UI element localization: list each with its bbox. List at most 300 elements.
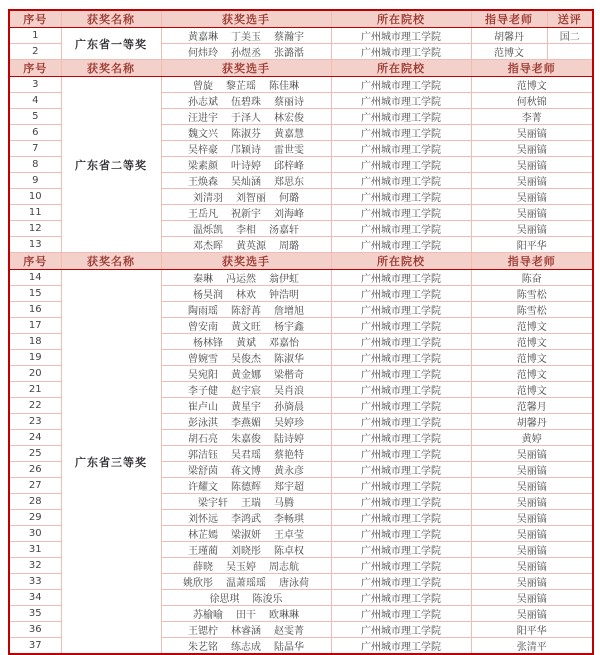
school-cell: 广州城市理工学院 — [331, 606, 471, 622]
row-index-cell: 27 — [9, 478, 61, 494]
winners-cell — [161, 430, 331, 446]
winner-name: 刘怀远 — [188, 514, 218, 525]
winners-cell — [161, 590, 331, 606]
row-index-cell: 35 — [9, 606, 61, 622]
row-index-cell: 24 — [9, 430, 61, 446]
winners-cell — [161, 270, 331, 286]
winner-name: 陶雨瑶 — [188, 306, 218, 317]
winner-name: 王岳凡 — [188, 209, 218, 220]
winner-name: 田干 — [236, 610, 256, 621]
row-index-cell: 6 — [9, 125, 61, 141]
header-cell-advisor: 指导老师 — [471, 60, 593, 77]
header-cell-award: 获奖名称 — [61, 253, 161, 270]
row-index-cell: 26 — [9, 462, 61, 478]
school-cell: 广州城市理工学院 — [331, 622, 471, 638]
winners-cell — [161, 462, 331, 478]
table-row — [9, 77, 593, 93]
winner-name: 梁楷奇 — [274, 370, 304, 381]
row-index-cell: 19 — [9, 350, 61, 366]
winner-name: 钟浩明 — [269, 290, 299, 301]
award-name-cell: 广东省一等奖 — [61, 28, 161, 60]
table-section-header-row — [9, 60, 593, 77]
winner-name: 马腾 — [274, 498, 294, 509]
winners-cell — [161, 93, 331, 109]
winner-name: 魏文兴 — [188, 129, 218, 140]
winners-wrap — [164, 574, 329, 589]
winner-name: 姚欣彤 — [183, 578, 213, 589]
school-cell: 广州城市理工学院 — [331, 157, 471, 173]
winner-name: 丁美玉 — [231, 32, 261, 43]
winners-wrap — [164, 270, 329, 285]
winner-name: 陈浚乐 — [252, 594, 283, 605]
winner-name: 赵雯菁 — [274, 626, 304, 637]
row-index-cell: 20 — [9, 366, 61, 382]
review-cell: 国二 — [547, 28, 593, 44]
winner-name: 杨林锋 — [193, 338, 223, 349]
winners-cell — [161, 350, 331, 366]
row-index-cell: 25 — [9, 446, 61, 462]
winner-name: 黄星宇 — [231, 402, 261, 413]
school-cell: 广州城市理工学院 — [331, 237, 471, 253]
winners-cell — [161, 189, 331, 205]
winner-name: 曾旋 — [193, 81, 213, 92]
school-cell: 广州城市理工学院 — [331, 205, 471, 221]
winners-cell — [161, 44, 331, 60]
winners-cell — [161, 414, 331, 430]
winner-name: 黄嘉慧 — [274, 129, 304, 140]
winner-name: 朱嘉俊 — [231, 434, 261, 445]
winner-name: 刘清羽 — [193, 193, 223, 204]
winners-wrap — [164, 221, 329, 236]
advisor-cell: 黄婷 — [471, 430, 593, 446]
winners-wrap — [164, 334, 329, 349]
winners-cell — [161, 173, 331, 189]
winner-name: 周志航 — [269, 562, 299, 573]
winners-wrap — [164, 157, 329, 172]
header-cell-award: 获奖名称 — [61, 10, 161, 28]
header-cell-school: 所在院校 — [331, 10, 471, 28]
row-index-cell: 33 — [9, 574, 61, 590]
advisor-cell: 何秋锦 — [471, 93, 593, 109]
winners-cell — [161, 366, 331, 382]
advisor-cell: 李菁 — [471, 109, 593, 125]
winner-name: 秦琳 — [193, 274, 213, 285]
advisor-cell: 吴丽镐 — [471, 221, 593, 237]
winners-wrap — [164, 205, 329, 220]
award-results-table — [8, 9, 594, 655]
winners-cell — [161, 318, 331, 334]
winners-wrap — [164, 28, 329, 43]
school-cell: 广州城市理工学院 — [331, 398, 471, 414]
winners-wrap — [164, 526, 329, 541]
row-index-cell: 22 — [9, 398, 61, 414]
winners-cell — [161, 28, 331, 44]
winner-name: 于泽人 — [231, 113, 261, 124]
row-index-cell: 12 — [9, 221, 61, 237]
winners-wrap — [164, 350, 329, 365]
winner-name: 吴君瑶 — [231, 450, 261, 461]
school-cell: 广州城市理工学院 — [331, 189, 471, 205]
winner-name: 苏榆喻 — [193, 610, 223, 621]
school-cell: 广州城市理工学院 — [331, 638, 471, 655]
winner-name: 陈淑芬 — [231, 129, 261, 140]
school-cell: 广州城市理工学院 — [331, 350, 471, 366]
winner-name: 陈舒苒 — [231, 306, 261, 317]
winner-name: 杨宇鑫 — [274, 322, 304, 333]
winner-name: 孙旖晨 — [274, 402, 304, 413]
winner-name: 曾安南 — [188, 322, 218, 333]
winner-name: 林芷嫣 — [188, 530, 218, 541]
row-index-cell: 14 — [9, 270, 61, 286]
row-index-cell: 18 — [9, 334, 61, 350]
advisor-cell: 吴丽镐 — [471, 141, 593, 157]
header-cell-advisor: 指导老师 — [471, 253, 593, 270]
row-index-cell: 9 — [9, 173, 61, 189]
winners-wrap — [164, 462, 329, 477]
winners-cell — [161, 398, 331, 414]
school-cell: 广州城市理工学院 — [331, 462, 471, 478]
row-index-cell: 31 — [9, 542, 61, 558]
winner-name: 李燕媚 — [231, 418, 261, 429]
winner-name: 邓嘉怡 — [269, 338, 299, 349]
row-index-cell: 37 — [9, 638, 61, 655]
advisor-cell: 范博文 — [471, 77, 593, 93]
header-cell-review: 送评 — [547, 10, 593, 28]
winners-cell — [161, 221, 331, 237]
advisor-cell: 范博文 — [471, 318, 593, 334]
row-index-cell: 29 — [9, 510, 61, 526]
school-cell: 广州城市理工学院 — [331, 270, 471, 286]
winner-name: 祝新宇 — [231, 209, 261, 220]
row-index-cell: 30 — [9, 526, 61, 542]
winner-name: 崔卢山 — [188, 402, 218, 413]
winner-name: 梁素颜 — [188, 161, 218, 172]
winner-name: 梁淑妍 — [231, 530, 261, 541]
school-cell: 广州城市理工学院 — [331, 28, 471, 44]
winner-name: 李子健 — [188, 386, 218, 397]
winner-name: 汪进宇 — [188, 113, 218, 124]
winner-name: 吴灿涵 — [231, 177, 261, 188]
winners-cell — [161, 286, 331, 302]
row-index-cell: 4 — [9, 93, 61, 109]
school-cell: 广州城市理工学院 — [331, 125, 471, 141]
header-cell-index: 序号 — [9, 60, 61, 77]
row-index-cell: 32 — [9, 558, 61, 574]
winners-wrap — [164, 510, 329, 525]
winners-cell — [161, 141, 331, 157]
winner-name: 曾婉雪 — [188, 354, 218, 365]
school-cell: 广州城市理工学院 — [331, 318, 471, 334]
winner-name: 吴玉婷 — [226, 562, 256, 573]
winner-name: 何炜玲 — [188, 48, 218, 59]
winner-name: 陈佳琳 — [269, 81, 299, 92]
row-index-cell: 8 — [9, 157, 61, 173]
winners-wrap — [164, 141, 329, 156]
winners-cell — [161, 558, 331, 574]
winner-name: 吴俊杰 — [231, 354, 261, 365]
winners-wrap — [164, 109, 329, 124]
winner-name: 黄英源 — [236, 241, 266, 252]
winner-name: 李畅琪 — [274, 514, 304, 525]
winners-cell — [161, 510, 331, 526]
school-cell: 广州城市理工学院 — [331, 366, 471, 382]
advisor-cell: 吴丽镐 — [471, 205, 593, 221]
school-cell: 广州城市理工学院 — [331, 44, 471, 60]
winner-name: 王瑾蔺 — [188, 546, 218, 557]
advisor-cell: 吴丽镐 — [471, 462, 593, 478]
winner-name: 许耀文 — [188, 482, 218, 493]
winner-name: 李相 — [236, 225, 256, 236]
winner-name: 黄金娜 — [231, 370, 261, 381]
header-cell-advisor: 指导老师 — [471, 10, 547, 28]
header-cell-winners: 获奖选手 — [161, 60, 331, 77]
winners-wrap — [164, 302, 329, 317]
winner-name: 孙煜丞 — [231, 48, 261, 59]
row-index-cell: 21 — [9, 382, 61, 398]
winner-name: 梁宇轩 — [198, 498, 228, 509]
winners-wrap — [164, 366, 329, 381]
winner-name: 黎芷瑶 — [226, 81, 256, 92]
table-row — [9, 28, 593, 44]
winner-name: 赵宇宸 — [231, 386, 261, 397]
school-cell: 广州城市理工学院 — [331, 286, 471, 302]
winners-wrap — [164, 558, 329, 573]
winner-name: 胡石亮 — [188, 434, 218, 445]
winner-name: 刘智丽 — [236, 193, 266, 204]
row-index-cell: 3 — [9, 77, 61, 93]
advisor-cell: 吴丽镐 — [471, 478, 593, 494]
winners-cell — [161, 526, 331, 542]
advisor-cell: 范馨月 — [471, 398, 593, 414]
winner-name: 黄斌 — [236, 338, 256, 349]
school-cell: 广州城市理工学院 — [331, 141, 471, 157]
winner-name: 邝颖诗 — [231, 145, 261, 156]
header-cell-index: 序号 — [9, 253, 61, 270]
winner-name: 蔡瀚宇 — [274, 32, 304, 43]
school-cell: 广州城市理工学院 — [331, 574, 471, 590]
winners-cell — [161, 109, 331, 125]
winner-name: 蔡丽诗 — [274, 97, 304, 108]
advisor-cell: 范博文 — [471, 366, 593, 382]
winner-name: 陆诗婷 — [274, 434, 304, 445]
advisor-cell: 陈雪松 — [471, 286, 593, 302]
school-cell: 广州城市理工学院 — [331, 382, 471, 398]
school-cell: 广州城市理工学院 — [331, 221, 471, 237]
winner-name: 欧琳琳 — [269, 610, 299, 621]
advisor-cell: 吴丽镐 — [471, 590, 593, 606]
row-index-cell: 13 — [9, 237, 61, 253]
row-index-cell: 28 — [9, 494, 61, 510]
advisor-cell: 吴丽镐 — [471, 558, 593, 574]
winner-name: 陆晶华 — [274, 642, 304, 653]
winners-cell — [161, 638, 331, 655]
school-cell: 广州城市理工学院 — [331, 526, 471, 542]
school-cell: 广州城市理工学院 — [331, 302, 471, 318]
winner-name: 刘海峰 — [274, 209, 304, 220]
winner-name: 吴梓豪 — [188, 145, 218, 156]
advisor-cell: 吴丽镐 — [471, 526, 593, 542]
winner-name: 孙志斌 — [188, 97, 218, 108]
winner-name: 练志成 — [231, 642, 261, 653]
school-cell: 广州城市理工学院 — [331, 77, 471, 93]
winner-name: 刘晓彤 — [231, 546, 261, 557]
advisor-cell: 吴丽镐 — [471, 542, 593, 558]
winners-wrap — [164, 318, 329, 333]
advisor-cell: 吴丽镐 — [471, 125, 593, 141]
winner-name: 张潞湉 — [274, 48, 304, 59]
winners-wrap — [164, 173, 329, 188]
row-index-cell: 11 — [9, 205, 61, 221]
school-cell: 广州城市理工学院 — [331, 173, 471, 189]
winners-wrap — [164, 414, 329, 429]
winner-name: 林欢 — [236, 290, 256, 301]
winner-name: 郑宇超 — [274, 482, 304, 493]
header-cell-award: 获奖名称 — [61, 60, 161, 77]
winner-name: 林睿涵 — [231, 626, 261, 637]
winner-name: 冯运然 — [226, 274, 256, 285]
row-index-cell: 34 — [9, 590, 61, 606]
winner-name: 薛晓 — [193, 562, 213, 573]
winner-name: 王锶柠 — [188, 626, 218, 637]
winners-wrap — [164, 93, 329, 108]
school-cell: 广州城市理工学院 — [331, 590, 471, 606]
header-cell-winners: 获奖选手 — [161, 253, 331, 270]
winner-name: 叶诗婷 — [231, 161, 261, 172]
school-cell: 广州城市理工学院 — [331, 430, 471, 446]
winners-wrap — [164, 638, 329, 653]
winner-name: 彭泳淇 — [188, 418, 218, 429]
winner-name: 徐思琪 — [209, 594, 240, 605]
advisor-cell: 范博文 — [471, 382, 593, 398]
winners-wrap — [164, 622, 329, 637]
advisor-cell: 吴丽镐 — [471, 510, 593, 526]
winners-cell — [161, 334, 331, 350]
winner-name: 邓杰晖 — [193, 241, 223, 252]
winners-wrap — [164, 237, 329, 252]
winner-name: 邱梓峰 — [274, 161, 304, 172]
winner-name: 郑思东 — [274, 177, 304, 188]
row-index-cell: 2 — [9, 44, 61, 60]
winner-name: 王焕森 — [188, 177, 218, 188]
advisor-cell: 吴丽镐 — [471, 189, 593, 205]
school-cell: 广州城市理工学院 — [331, 542, 471, 558]
school-cell: 广州城市理工学院 — [331, 109, 471, 125]
school-cell: 广州城市理工学院 — [331, 414, 471, 430]
row-index-cell: 23 — [9, 414, 61, 430]
row-index-cell: 10 — [9, 189, 61, 205]
winners-cell — [161, 237, 331, 253]
winner-name: 吴婷珍 — [274, 418, 304, 429]
winner-name: 吴肖浪 — [274, 386, 304, 397]
review-cell — [547, 44, 593, 60]
winners-wrap — [164, 189, 329, 204]
header-cell-school: 所在院校 — [331, 60, 471, 77]
school-cell: 广州城市理工学院 — [331, 478, 471, 494]
winner-name: 蔡艳特 — [274, 450, 304, 461]
winner-name: 伍碧珠 — [231, 97, 261, 108]
winner-name: 蒋文博 — [231, 466, 261, 477]
winner-name: 温烁凯 — [193, 225, 223, 236]
advisor-cell: 范博文 — [471, 350, 593, 366]
winner-name: 翁伊虹 — [269, 274, 299, 285]
winner-name: 林宏俊 — [274, 113, 304, 124]
winners-wrap — [164, 125, 329, 140]
winners-wrap — [164, 44, 329, 59]
winner-name: 詹增旭 — [274, 306, 304, 317]
table-row — [9, 270, 593, 286]
row-index-cell: 17 — [9, 318, 61, 334]
winner-name: 周璐 — [279, 241, 299, 252]
winner-name: 王卓莹 — [274, 530, 304, 541]
advisor-cell: 胡馨丹 — [471, 28, 547, 44]
winner-name: 何璐 — [279, 193, 299, 204]
winner-name: 李鸿武 — [231, 514, 261, 525]
winner-name: 陈德辉 — [231, 482, 261, 493]
advisor-cell: 范博文 — [471, 44, 547, 60]
award-name-cell: 广东省二等奖 — [61, 77, 161, 253]
row-index-cell: 15 — [9, 286, 61, 302]
advisor-cell: 吴丽镐 — [471, 446, 593, 462]
winners-wrap — [164, 446, 329, 461]
advisor-cell: 吴丽镐 — [471, 494, 593, 510]
winners-cell — [161, 494, 331, 510]
winners-wrap — [164, 430, 329, 445]
winners-cell — [161, 302, 331, 318]
winner-name: 梁舒茵 — [188, 466, 218, 477]
winner-name: 黄嘉琳 — [188, 32, 218, 43]
winner-name: 汤嘉轩 — [269, 225, 299, 236]
winners-wrap — [164, 382, 329, 397]
winner-name: 陈淑华 — [274, 354, 304, 365]
row-index-cell: 16 — [9, 302, 61, 318]
school-cell: 广州城市理工学院 — [331, 93, 471, 109]
winners-wrap — [164, 606, 329, 621]
school-cell: 广州城市理工学院 — [331, 494, 471, 510]
row-index-cell: 36 — [9, 622, 61, 638]
school-cell: 广州城市理工学院 — [331, 510, 471, 526]
winners-cell — [161, 542, 331, 558]
winner-name: 王瑞 — [241, 498, 261, 509]
winner-name: 杨昊润 — [193, 290, 223, 301]
winners-wrap — [164, 542, 329, 557]
header-cell-winners: 获奖选手 — [161, 10, 331, 28]
winners-cell — [161, 77, 331, 93]
winner-name: 郭洁钰 — [188, 450, 218, 461]
school-cell: 广州城市理工学院 — [331, 334, 471, 350]
winners-cell — [161, 205, 331, 221]
advisor-cell: 吴丽镐 — [471, 173, 593, 189]
winner-name: 温萧瑶瑶 — [226, 578, 266, 589]
advisor-cell: 胡馨丹 — [471, 414, 593, 430]
advisor-cell: 张清平 — [471, 638, 593, 655]
winners-cell — [161, 478, 331, 494]
advisor-cell: 范博文 — [471, 334, 593, 350]
winner-name: 雷世雯 — [274, 145, 304, 156]
winner-name: 黄文旺 — [231, 322, 261, 333]
school-cell: 广州城市理工学院 — [331, 446, 471, 462]
winners-cell — [161, 446, 331, 462]
winners-cell — [161, 157, 331, 173]
advisor-cell: 吴丽镐 — [471, 157, 593, 173]
advisor-cell: 吴丽镐 — [471, 574, 593, 590]
advisor-cell: 吴丽镐 — [471, 606, 593, 622]
winners-cell — [161, 574, 331, 590]
winners-cell — [161, 622, 331, 638]
winner-name: 唐泳荷 — [279, 578, 309, 589]
row-index-cell: 1 — [9, 28, 61, 44]
table-section-header-row — [9, 253, 593, 270]
winners-wrap — [164, 286, 329, 301]
